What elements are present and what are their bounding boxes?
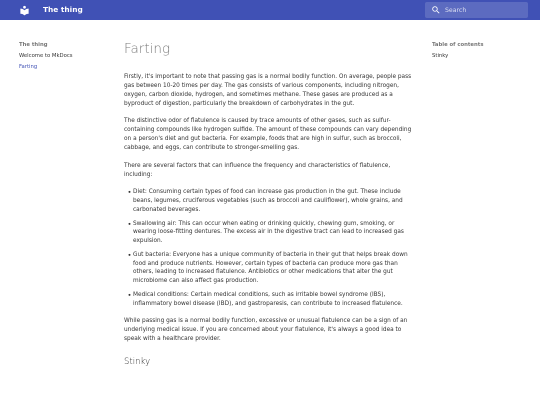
table-of-contents	[432, 42, 532, 60]
search-input[interactable]	[445, 4, 523, 16]
bullet-icon	[128, 220, 131, 229]
list-item-text: Gut bacteria: Everyone has a unique community of bacteria in their gut that helps break down food and produce nutrients. However, certain types of bacteria can produce more gas than others, leading to increased flatulence. Antibiotics or other medications that alter the gut microbiome can also affect gas production.	[133, 251, 408, 285]
factors-list	[133, 188, 416, 308]
toc-item-stinky[interactable]: Stinky	[432, 53, 449, 59]
list-item	[133, 251, 416, 286]
page-title: Farting	[124, 41, 171, 57]
toc-title: Table of contents	[432, 42, 484, 48]
site-title[interactable]: The thing	[43, 5, 83, 14]
primary-nav	[19, 42, 109, 71]
header-bar	[0, 0, 540, 20]
nav-item-farting[interactable]: Farting	[19, 64, 38, 70]
list-item	[133, 291, 416, 309]
list-item-text: Swallowing air: This can occur when eating or drinking quickly, chewing gum, smoking, or wearing loose-fitting dentures. The excess air in the digestive tract can lead to increased gas expulsion.	[133, 220, 404, 245]
paragraph-factors: There are several factors that can influence the frequency and characteristics of flatulence, including:	[124, 162, 391, 178]
search-box[interactable]	[425, 2, 528, 18]
list-item-text: Medical conditions: Certain medical conditions, such as irritable bowel syndrome (IBS), inflammatory bowel disease (IBD), and gastroparesis, can contribute to increased flatulence.	[133, 291, 403, 307]
bullet-icon	[128, 188, 131, 197]
list-item	[133, 188, 416, 215]
paragraph-closing: While passing gas is a normal bodily function, excessive or unusual flatulence can be a sign of an underlying medical issue. If you are concerned about your flatulence, it's always a good idea to speak with a healthcare provider.	[124, 318, 408, 343]
nav-item-welcome[interactable]: Welcome to MkDocs	[19, 53, 73, 59]
paragraph-odor: The distinctive odor of flatulence is caused by trace amounts of other gases, such as sulfur-containing compounds like hydrogen sulfide. The amount of these compounds can vary depending on a person's diet and gut bacteria. For example, foods that are high in sulfur, such as broccoli, cabbage, and eggs, can contribute to stronger-smelling gas.	[124, 118, 412, 151]
bullet-icon	[128, 291, 131, 300]
paragraph-intro: Firstly, it's important to note that passing gas is a normal bodily function. On average, people pass gas between 10-20 times per day. The gas consists of various components, including nitrogen, oxygen, carbon dioxide, hydrogen, and sometimes methane. These gases are produced as a byproduct of digestion, particularly the breakdown of carbohydrates in the gut.	[124, 74, 412, 107]
list-item	[133, 220, 416, 247]
bullet-icon	[128, 251, 131, 260]
section-heading-stinky: Stinky	[124, 356, 151, 367]
article-content	[124, 40, 416, 368]
nav-title: The thing	[19, 42, 48, 48]
list-item-text: Diet: Consuming certain types of food can increase gas production in the gut. These include beans, legumes, cruciferous vegetables (such as broccoli and cauliflower), whole grains, and carbonated beverages.	[133, 189, 403, 214]
book-icon[interactable]	[19, 5, 30, 16]
search-icon	[431, 5, 441, 15]
